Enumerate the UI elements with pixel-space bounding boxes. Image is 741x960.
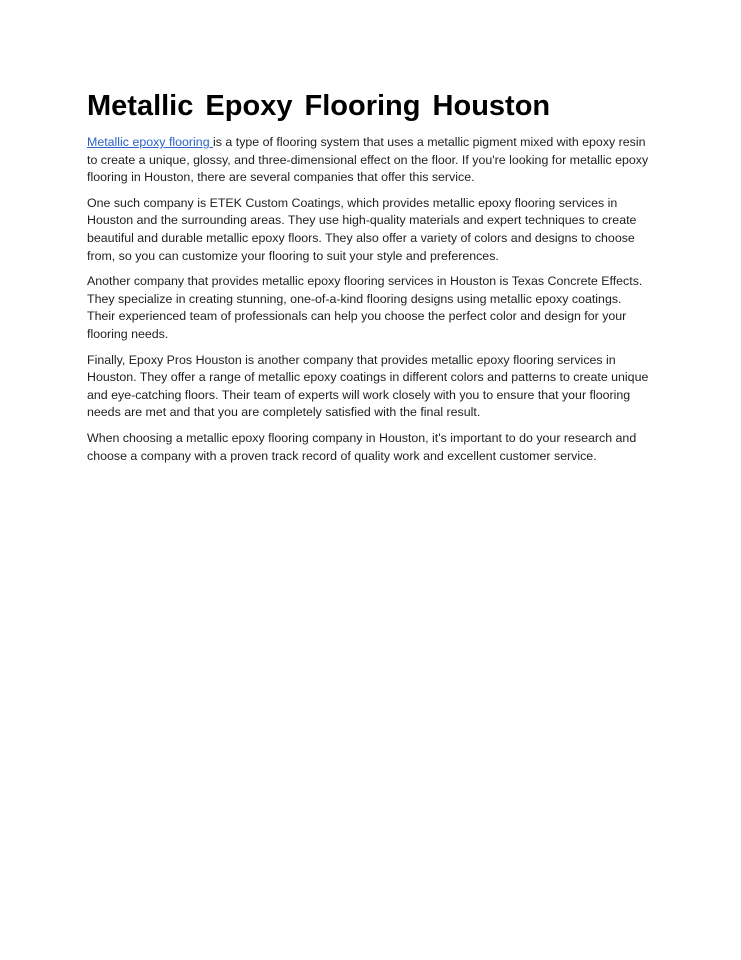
paragraph-texas-concrete: Another company that provides metallic epoxy flooring services in Houston is Texas Concrete Effects. They specialize in creating stunning, one-of-a-kind flooring designs using metallic epoxy coatings. Their experienced team of professionals can help you choose the perfect color and design for your flooring needs.: [87, 274, 643, 341]
paragraph-etek: One such company is ETEK Custom Coatings, which provides metallic epoxy flooring services in Houston and the surrounding areas. They use high-quality materials and expert techniques to create beautiful and durable metallic epoxy floors. They also offer a variety of colors and designs to choose from, so you can customize your flooring to suit your style and preferences.: [87, 195, 637, 263]
document-page: [87, 88, 649, 473]
paragraph-epoxy-pros: Finally, Epoxy Pros Houston is another company that provides metallic epoxy flooring services in Houston. They offer a range of metallic epoxy coatings in different colors and patterns to create unique and eye-catching floors. Their team of experts will work closely with you to ensure that your flooring needs are met and that you are completely satisfied with the final result.: [87, 352, 649, 420]
paragraph-conclusion: When choosing a metallic epoxy flooring company in Houston, it's important to do your research and choose a company with a proven track record of quality work and excellent customer service.: [87, 430, 637, 463]
metallic-epoxy-flooring-link[interactable]: Metallic epoxy flooring: [87, 135, 214, 149]
intro-paragraph-text: is a type of flooring system that uses a metallic pigment mixed with epoxy resin to create a unique, glossy, and three-dimensional effect on the floor. If you're looking for metallic epoxy flooring in Houston, there are several companies that offer this service.: [87, 135, 649, 185]
intro-paragraph: [87, 134, 649, 187]
page-title: Metallic Epoxy Flooring Houston: [87, 90, 551, 122]
